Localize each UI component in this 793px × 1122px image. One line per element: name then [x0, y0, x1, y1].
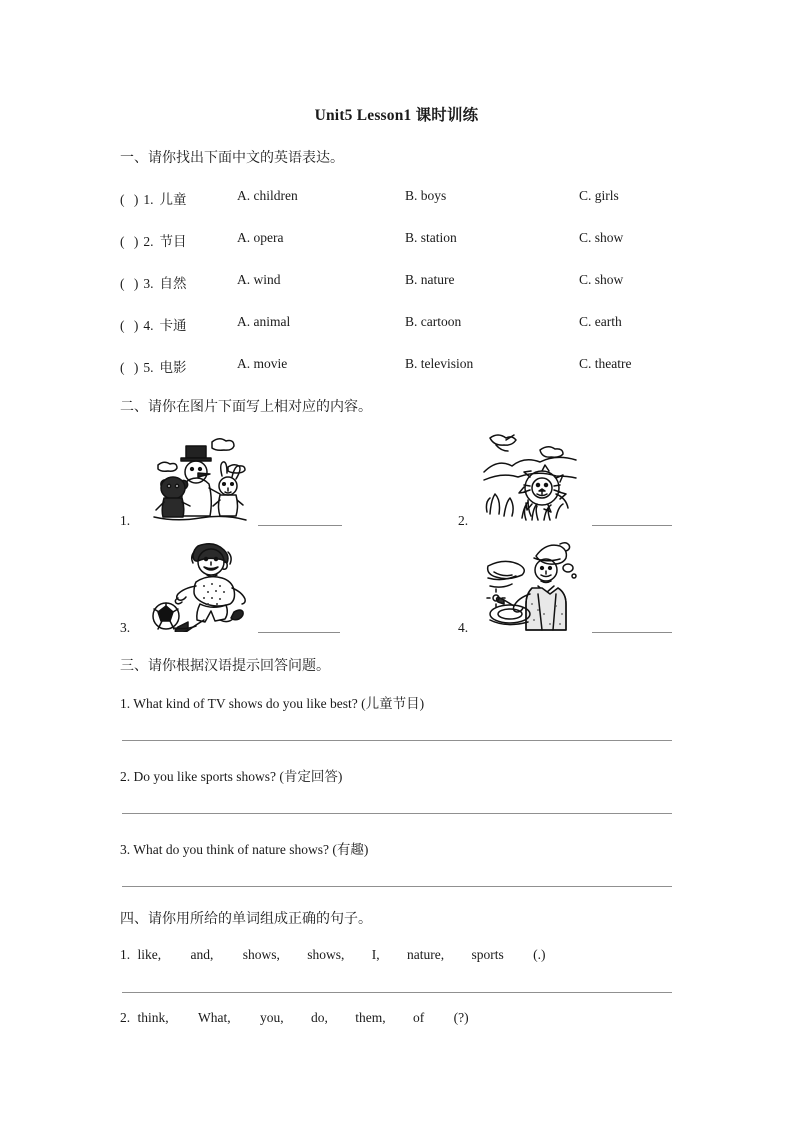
mc-option-a[interactable]: A. wind — [237, 272, 281, 287]
section-3-heading: 三、请你根据汉语提示回答问题。 — [120, 659, 330, 674]
mc-answer-box[interactable]: ( ) — [120, 276, 142, 291]
picture-number: 1. — [120, 513, 131, 528]
word-token: I, — [371, 947, 380, 962]
mc-row — [120, 272, 720, 292]
mc-option-b[interactable]: B. station — [405, 230, 457, 245]
picture-answer-blank[interactable] — [592, 525, 672, 526]
mc-chinese-word: 儿童 — [159, 192, 187, 207]
word-token: of — [413, 1010, 425, 1025]
word-order-row — [120, 947, 546, 963]
picture-weather-presenter-icon — [484, 540, 584, 632]
picture-answer-blank[interactable] — [258, 525, 342, 526]
word-token: like, — [137, 947, 162, 962]
mc-answer-box[interactable]: ( ) — [120, 192, 142, 207]
question-text: 1. What kind of TV shows do you like best? (儿童节目) — [120, 696, 425, 711]
mc-option-b[interactable]: B. cartoon — [405, 314, 462, 329]
word-token: (?) — [453, 1010, 469, 1025]
picture-answer-blank[interactable] — [592, 632, 672, 633]
mc-option-a[interactable]: A. opera — [237, 230, 284, 245]
word-token: nature, — [407, 947, 445, 962]
word-token: think, — [137, 1010, 169, 1025]
word-token: sports — [471, 947, 504, 962]
mc-option-c[interactable]: C. show — [579, 272, 624, 287]
mc-stem — [120, 356, 187, 376]
mc-stem — [120, 314, 187, 334]
mc-option-a[interactable]: A. animal — [237, 314, 291, 329]
word-order-number: 1. — [120, 947, 131, 962]
mc-option-c[interactable]: C. earth — [579, 314, 622, 329]
page-title: Unit5 Lesson1 课时训练 — [314, 107, 479, 124]
picture-number: 3. — [120, 620, 131, 635]
mc-answer-box[interactable]: ( ) — [120, 318, 142, 333]
mc-chinese-word: 自然 — [159, 276, 187, 291]
picture-boy-playing-soccer-icon — [150, 540, 260, 632]
mc-number: 3. — [143, 276, 154, 291]
word-token: (.) — [533, 947, 546, 962]
mc-row — [120, 230, 720, 250]
question-text: 2. Do you like sports shows? (肯定回答) — [120, 769, 343, 784]
word-token: do, — [311, 1010, 328, 1025]
mc-number: 1. — [143, 192, 154, 207]
word-token: them, — [355, 1010, 386, 1025]
mc-option-b[interactable]: B. television — [405, 356, 474, 371]
word-order-row — [120, 1010, 469, 1026]
mc-option-b[interactable]: B. nature — [405, 272, 455, 287]
section-1-heading: 一、请你找出下面中文的英语表达。 — [120, 151, 344, 166]
word-token: and, — [190, 947, 214, 962]
word-token: you, — [260, 1010, 284, 1025]
picture-snowman-with-bear-and-rabbit-icon — [152, 432, 248, 524]
mc-number: 2. — [143, 234, 154, 249]
word-order-number: 2. — [120, 1010, 131, 1025]
mc-answer-box[interactable]: ( ) — [120, 360, 142, 375]
mc-option-a[interactable]: A. movie — [237, 356, 288, 371]
mc-stem — [120, 230, 187, 250]
mc-number: 5. — [143, 360, 154, 375]
picture-number: 2. — [458, 513, 469, 528]
answer-line[interactable] — [122, 886, 672, 887]
answer-line[interactable] — [122, 992, 672, 993]
mc-chinese-word: 卡通 — [159, 318, 187, 333]
mc-stem — [120, 188, 187, 208]
picture-lion-in-grassland-icon — [482, 432, 578, 524]
picture-answer-blank[interactable] — [258, 632, 340, 633]
mc-row — [120, 188, 720, 208]
mc-row — [120, 314, 720, 334]
mc-number: 4. — [143, 318, 154, 333]
mc-answer-box[interactable]: ( ) — [120, 234, 142, 249]
answer-line[interactable] — [122, 813, 672, 814]
word-token: What, — [198, 1010, 231, 1025]
section-2-heading: 二、请你在图片下面写上相对应的内容。 — [120, 400, 372, 415]
picture-number: 4. — [458, 620, 469, 635]
mc-option-b[interactable]: B. boys — [405, 188, 447, 203]
mc-row — [120, 356, 720, 376]
mc-chinese-word: 节目 — [159, 234, 187, 249]
section-4-heading: 四、请你用所给的单词组成正确的句子。 — [120, 912, 372, 927]
mc-stem — [120, 272, 187, 292]
question-text: 3. What do you think of nature shows? (有趣) — [120, 842, 369, 857]
word-token: shows, — [242, 947, 280, 962]
mc-option-c[interactable]: C. show — [579, 230, 624, 245]
answer-line[interactable] — [122, 740, 672, 741]
mc-option-c[interactable]: C. theatre — [579, 356, 632, 371]
mc-option-a[interactable]: A. children — [237, 188, 298, 203]
mc-chinese-word: 电影 — [159, 360, 187, 375]
word-token: shows, — [307, 947, 345, 962]
mc-option-c[interactable]: C. girls — [579, 188, 619, 203]
